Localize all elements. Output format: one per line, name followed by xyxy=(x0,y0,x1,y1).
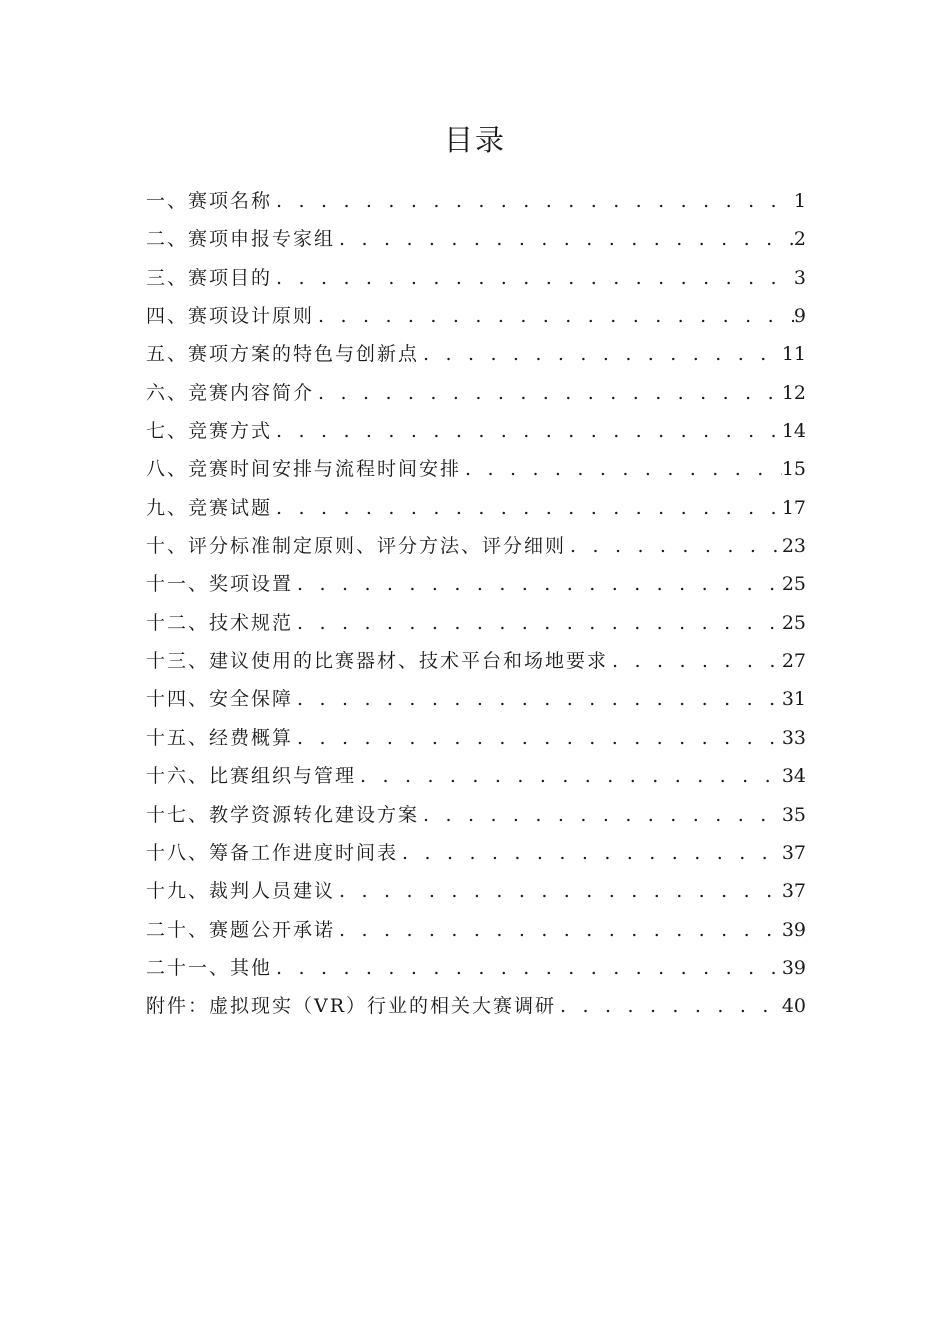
toc-entry[interactable] xyxy=(146,416,806,454)
toc-entry[interactable] xyxy=(146,723,806,761)
toc-dot-leader xyxy=(272,267,794,289)
toc-entry-title: 五、赛项方案的特色与创新点 xyxy=(146,343,420,366)
toc-entry-page: 2 xyxy=(793,228,806,251)
toc-entry-page: 31 xyxy=(781,688,806,711)
toc-dot-leader xyxy=(419,804,782,826)
page-title: 目录 xyxy=(443,123,506,157)
toc-list xyxy=(146,186,806,1030)
toc-entry-page: 39 xyxy=(781,956,806,979)
toc-entry-title: 十、评分标准制定原则、评分方法、评分细则 xyxy=(146,535,567,558)
toc-entry[interactable] xyxy=(146,915,806,953)
toc-dot-leader xyxy=(272,957,782,979)
toc-entry-title: 十八、筹备工作进度时间表 xyxy=(146,841,399,864)
toc-entry[interactable] xyxy=(146,378,806,416)
toc-entry-page: 17 xyxy=(781,496,806,519)
toc-entry-title: 十一、奖项设置 xyxy=(146,573,294,596)
toc-entry[interactable] xyxy=(146,991,806,1029)
toc-entry-page: 1 xyxy=(793,190,806,212)
toc-entry[interactable] xyxy=(146,493,806,531)
toc-entry[interactable] xyxy=(146,646,806,684)
toc-entry[interactable] xyxy=(146,186,806,224)
toc-dot-leader xyxy=(566,535,782,557)
toc-entry-page: 37 xyxy=(781,841,806,864)
toc-dot-leader xyxy=(356,765,782,787)
toc-entry-title: 四、赛项设计原则 xyxy=(146,305,315,328)
toc-entry-title: 十七、教学资源转化建设方案 xyxy=(146,803,420,826)
toc-entry[interactable] xyxy=(146,454,806,492)
toc-entry[interactable] xyxy=(146,684,806,722)
toc-entry[interactable] xyxy=(146,953,806,991)
toc-entry-title: 十四、安全保障 xyxy=(146,688,294,711)
toc-dot-leader xyxy=(556,995,782,1017)
toc-entry-page: 9 xyxy=(793,305,806,328)
toc-entry-title: 二十、赛题公开承诺 xyxy=(146,918,336,941)
toc-entry[interactable] xyxy=(146,224,806,262)
toc-dot-leader xyxy=(314,382,782,404)
toc-entry-page: 25 xyxy=(781,611,806,634)
toc-entry-title: 一、赛项名称 xyxy=(146,190,273,212)
toc-entry-page: 35 xyxy=(781,803,806,826)
toc-entry[interactable] xyxy=(146,608,806,646)
toc-entry[interactable] xyxy=(146,339,806,377)
toc-entry-page: 23 xyxy=(781,535,806,558)
toc-entry-page: 14 xyxy=(781,420,806,443)
toc-dot-leader xyxy=(293,727,782,749)
toc-entry-title: 十六、比赛组织与管理 xyxy=(146,765,357,788)
toc-entry-title: 六、竞赛内容简介 xyxy=(146,381,315,404)
toc-entry-title: 二十一、其他 xyxy=(146,956,273,979)
toc-dot-leader xyxy=(419,343,782,365)
toc-entry-page: 37 xyxy=(781,880,806,903)
toc-entry[interactable] xyxy=(146,838,806,876)
toc-entry-page: 15 xyxy=(781,458,806,481)
toc-entry[interactable] xyxy=(146,301,806,339)
toc-entry-page: 11 xyxy=(781,343,806,366)
toc-dot-leader xyxy=(272,420,782,442)
toc-dot-leader xyxy=(608,650,782,672)
toc-dot-leader xyxy=(314,305,794,327)
toc-dot-leader xyxy=(335,228,794,250)
toc-entry-page: 34 xyxy=(781,765,806,788)
toc-entry-title: 八、竞赛时间安排与流程时间安排 xyxy=(146,458,462,481)
toc-entry-title: 七、竞赛方式 xyxy=(146,420,273,443)
toc-entry-title: 十九、裁判人员建议 xyxy=(146,880,336,903)
toc-entry-page: 12 xyxy=(781,381,806,404)
toc-dot-leader xyxy=(461,458,782,480)
toc-entry[interactable] xyxy=(146,800,806,838)
toc-dot-leader xyxy=(335,919,782,941)
toc-entry[interactable] xyxy=(146,263,806,301)
toc-entry-title: 附件：虚拟现实（VR）行业的相关大赛调研 xyxy=(146,995,557,1018)
toc-dot-leader xyxy=(293,573,782,595)
toc-entry[interactable] xyxy=(146,761,806,799)
toc-dot-leader xyxy=(272,190,794,212)
toc-dot-leader xyxy=(293,612,782,634)
toc-entry-title: 九、竞赛试题 xyxy=(146,496,273,519)
toc-entry[interactable] xyxy=(146,876,806,914)
toc-entry-page: 25 xyxy=(781,573,806,596)
toc-entry-title: 十五、经费概算 xyxy=(146,726,294,749)
toc-dot-leader xyxy=(272,497,782,519)
toc-entry-title: 三、赛项目的 xyxy=(146,266,273,289)
toc-entry-page: 27 xyxy=(781,650,806,673)
toc-entry-page: 3 xyxy=(793,266,806,289)
toc-entry[interactable] xyxy=(146,569,806,607)
toc-entry-page: 39 xyxy=(781,918,806,941)
toc-entry-title: 十三、建议使用的比赛器材、技术平台和场地要求 xyxy=(146,650,609,673)
toc-dot-leader xyxy=(335,880,782,902)
toc-dot-leader xyxy=(293,688,782,710)
toc-dot-leader xyxy=(398,842,782,864)
toc-entry[interactable] xyxy=(146,531,806,569)
toc-entry-page: 33 xyxy=(781,726,806,749)
toc-entry-page: 40 xyxy=(781,995,806,1018)
toc-entry-title: 二、赛项申报专家组 xyxy=(146,228,336,251)
toc-entry-title: 十二、技术规范 xyxy=(146,611,294,634)
